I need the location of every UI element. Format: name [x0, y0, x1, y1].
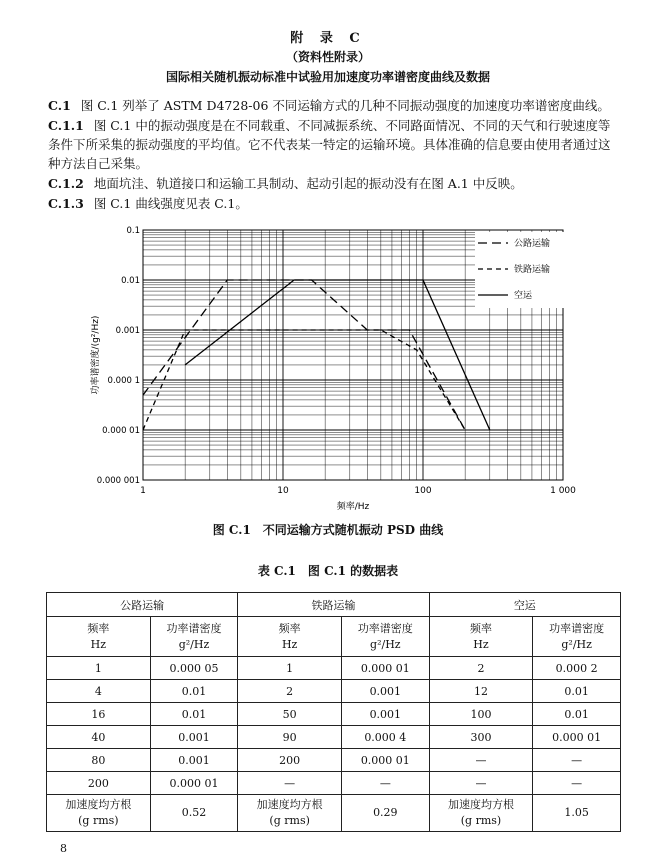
- table-row: [47, 772, 621, 795]
- table-cell: 0.01: [533, 680, 621, 703]
- clause-number: C.1: [48, 98, 71, 113]
- series-line-3: [185, 280, 490, 430]
- table-cell: 50: [238, 703, 342, 726]
- col-freq-unit: Hz: [281, 637, 298, 651]
- table-cell: 0.001: [150, 749, 238, 772]
- rms-label: 加速度均方根: [65, 798, 132, 811]
- table-cell: 200: [47, 772, 151, 795]
- table-cell: 2: [429, 657, 533, 680]
- y-tick-label: 0.000 001: [96, 476, 140, 486]
- table-cell: —: [238, 772, 342, 795]
- x-tick-label: 1 000: [550, 486, 576, 496]
- col-psd-unit: g²/Hz: [178, 637, 210, 651]
- table-column-header-row: [47, 617, 621, 657]
- table-row: [47, 749, 621, 772]
- table-cell: —: [533, 772, 621, 795]
- psd-data-table: [46, 592, 621, 832]
- group-header-air: 空运: [429, 593, 620, 617]
- table-cell: 100: [429, 703, 533, 726]
- table-cell: 0.01: [150, 703, 238, 726]
- group-header-road: 公路运输: [47, 593, 238, 617]
- table-cell: 4: [47, 680, 151, 703]
- y-tick-label: 0.1: [126, 226, 140, 236]
- col-header-freq: [429, 617, 533, 657]
- table-cell: —: [342, 772, 430, 795]
- clause-text: 图 C.1 中的振动强度是在不同载重、不同减振系统、不同路面情况、不同的天气和行驶速度等条件下所采集的振动强度的平均值。它不代表某一特定的运输环境。具体准确的信息要由使用者通过这种方法自己采集。: [48, 118, 611, 171]
- col-freq-label: 频率: [469, 621, 492, 635]
- table-cell: 300: [429, 726, 533, 749]
- legend-label-1: 公路运输: [514, 239, 551, 249]
- col-freq-unit: Hz: [90, 637, 107, 651]
- table-row: [47, 680, 621, 703]
- table-cell: 200: [238, 749, 342, 772]
- paragraph-c1-1: [48, 116, 618, 173]
- table-cell: —: [429, 749, 533, 772]
- col-psd-unit: g²/Hz: [370, 637, 401, 651]
- table-cell: 0.01: [533, 703, 621, 726]
- y-tick-label: 0.01: [121, 276, 140, 286]
- page-number: 8: [60, 842, 67, 855]
- y-tick-label: 0.000 1: [107, 376, 140, 386]
- table-group-header-row: [47, 593, 621, 617]
- table-row: [47, 703, 621, 726]
- table-cell: 0.000 01: [342, 749, 430, 772]
- rms-value-air: 1.05: [533, 795, 621, 832]
- table-cell: —: [429, 772, 533, 795]
- y-tick-label: 0.001: [115, 326, 140, 336]
- clause-number: C.1.3: [48, 196, 84, 211]
- paragraph-c1: [48, 96, 618, 115]
- col-freq-label: 频率: [278, 621, 301, 635]
- y-tick-label: 0.000 01: [102, 426, 140, 436]
- table-cell: 0.001: [150, 726, 238, 749]
- appendix-title: 国际相关随机振动标准中试验用加速度功率谱密度曲线及数据: [165, 70, 490, 84]
- table-cell: 0.000 01: [533, 726, 621, 749]
- col-freq-unit: Hz: [473, 637, 489, 651]
- table-cell: 0.000 4: [342, 726, 430, 749]
- x-tick-label: 100: [414, 486, 432, 496]
- appendix-nature: （资料性附录）: [285, 50, 370, 64]
- rms-label-cell: [47, 795, 151, 832]
- table-cell: 40: [47, 726, 151, 749]
- table-row: [47, 657, 621, 680]
- rms-label-cell: [238, 795, 342, 832]
- table-cell: 0.000 01: [342, 657, 430, 680]
- table-cell: —: [533, 749, 621, 772]
- y-axis-label: 功率谱密度/(g²/Hz): [91, 315, 101, 395]
- table-cell: 0.000 01: [150, 772, 238, 795]
- paragraph-c1-3: [48, 194, 618, 213]
- table-rms-row: [47, 795, 621, 832]
- col-header-freq: [238, 617, 342, 657]
- clause-text: 图 C.1 曲线强度见表 C.1。: [93, 196, 248, 211]
- col-psd-label: 功率谱密度: [166, 621, 222, 635]
- rms-unit: (g rms): [269, 814, 310, 827]
- col-psd-label: 功率谱密度: [549, 621, 605, 635]
- table-cell: 80: [47, 749, 151, 772]
- x-axis-label: 频率/Hz: [336, 502, 370, 512]
- table-cell: 16: [47, 703, 151, 726]
- table-row: [47, 726, 621, 749]
- col-psd-unit: g²/Hz: [561, 637, 592, 651]
- col-freq-label: 频率: [87, 621, 110, 635]
- clause-number: C.1.2: [48, 176, 84, 191]
- rms-unit: (g rms): [460, 814, 502, 827]
- legend-label-3: 空运: [514, 291, 533, 301]
- table-cell: 0.01: [150, 680, 238, 703]
- rms-label: 加速度均方根: [447, 798, 514, 811]
- table-cell: 1: [47, 657, 151, 680]
- legend-label-2: 铁路运输: [514, 265, 551, 275]
- table-cell: 0.000 2: [533, 657, 621, 680]
- table-cell: 2: [238, 680, 342, 703]
- appendix-heading: 附 录 C: [290, 31, 366, 46]
- group-header-rail: 铁路运输: [238, 593, 429, 617]
- paragraph-c1-2: [48, 174, 618, 193]
- rms-label-cell: [429, 795, 533, 832]
- clause-text: 地面坑洼、轨道接口和运输工具制动、起动引起的振动没有在图 A.1 中反映。: [93, 176, 523, 191]
- psd-chart: [80, 218, 600, 513]
- rms-unit: (g rms): [78, 814, 119, 827]
- clause-number: C.1.1: [48, 118, 84, 133]
- rms-label: 加速度均方根: [256, 798, 323, 811]
- x-tick-label: 10: [277, 486, 289, 496]
- table-cell: 0.001: [342, 703, 430, 726]
- figure-caption: 图 C.1 不同运输方式随机振动 PSD 曲线: [212, 523, 444, 537]
- x-tick-label: 1: [140, 486, 146, 496]
- table-cell: 0.000 05: [150, 657, 238, 680]
- col-psd-label: 功率谱密度: [357, 621, 413, 635]
- table-cell: 0.001: [342, 680, 430, 703]
- col-header-psd: [342, 617, 430, 657]
- rms-value-rail: 0.29: [342, 795, 430, 832]
- table-caption: 表 C.1 图 C.1 的数据表: [257, 564, 399, 578]
- col-header-psd: [533, 617, 621, 657]
- clause-text: 图 C.1 列举了 ASTM D4728-06 不同运输方式的几种不同振动强度的加速度功率谱密度曲线。: [80, 98, 610, 113]
- table-cell: 90: [238, 726, 342, 749]
- rms-value-road: 0.52: [150, 795, 238, 832]
- table-cell: 12: [429, 680, 533, 703]
- col-header-freq: [47, 617, 151, 657]
- col-header-psd: [150, 617, 238, 657]
- table-cell: 1: [238, 657, 342, 680]
